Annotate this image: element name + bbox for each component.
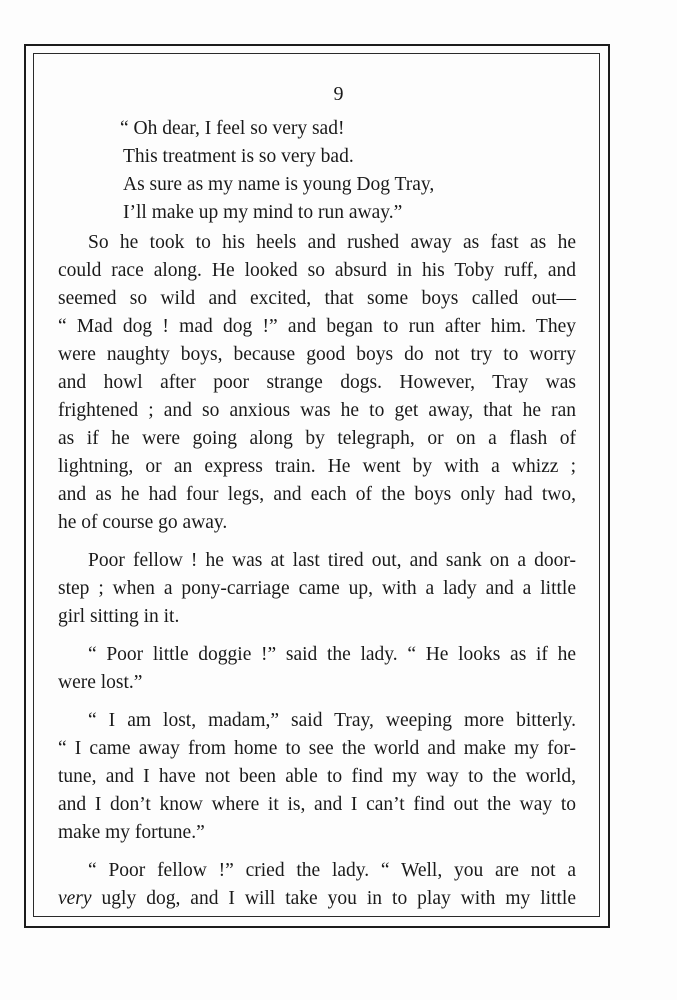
paragraph	[58, 707, 576, 847]
text-line: and as he had four legs, and each of the boys only had two,	[58, 484, 576, 505]
paragraph	[58, 547, 576, 631]
verse-line: This treatment is so very bad.	[123, 146, 354, 167]
text-line: seemed so wild and excited, that some boys called out—	[58, 288, 576, 309]
text-line: Poor fellow ! he was at last tired out, and sank on a door-	[88, 550, 576, 571]
text-line: “ I am lost, madam,” said Tray, weeping more bitterly.	[88, 710, 576, 731]
text-line: and howl after poor strange dogs. However, Tray was	[58, 372, 576, 393]
verse-line: As sure as my name is young Dog Tray,	[123, 174, 435, 195]
text-line: could race along. He looked so absurd in his Toby ruff, and	[58, 260, 576, 281]
italic-word: very	[58, 888, 92, 909]
page-number: 9	[333, 83, 344, 105]
text-line: “ I came away from home to see the world and make my for-	[58, 738, 576, 759]
text-line: make my fortune.”	[58, 822, 205, 843]
text-line: “ Poor little doggie !” said the lady. “ He looks as if he	[88, 644, 576, 665]
text-line: he of course go away.	[58, 512, 228, 533]
paragraph	[58, 229, 576, 537]
text-line: lightning, or an express train. He went by with a whizz ;	[58, 456, 576, 477]
text-line	[58, 885, 576, 913]
text-line: So he took to his heels and rushed away as fast as he	[88, 232, 576, 253]
verse-line: “ Oh dear, I feel so very sad!	[120, 118, 345, 139]
verse-line: I’ll make up my mind to run away.”	[123, 202, 403, 223]
verse-stanza	[120, 115, 434, 227]
text-line-rest: ugly dog, and I will take you in to play with my little	[101, 888, 577, 909]
body-text	[58, 229, 576, 913]
text-line: tune, and I have not been able to find my way to the world,	[58, 766, 576, 787]
text-line: were lost.”	[58, 672, 143, 693]
text-line: “ Poor fellow !” cried the lady. “ Well, you are not a	[88, 860, 576, 881]
paragraph	[58, 857, 576, 913]
text-line: were naughty boys, because good boys do not try to worry	[58, 344, 576, 365]
text-line: “ Mad dog ! mad dog !” and began to run after him. They	[58, 316, 576, 337]
paragraph	[58, 641, 576, 697]
text-line: step ; when a pony-carriage came up, with a lady and a little	[58, 578, 576, 599]
text-line: as if he were going along by telegraph, or on a flash of	[58, 428, 576, 449]
text-line: and I don’t know where it is, and I can’t find out the way to	[58, 794, 576, 815]
text-line: girl sitting in it.	[58, 606, 180, 627]
text-line: frightened ; and so anxious was he to get away, that he ran	[58, 400, 576, 421]
